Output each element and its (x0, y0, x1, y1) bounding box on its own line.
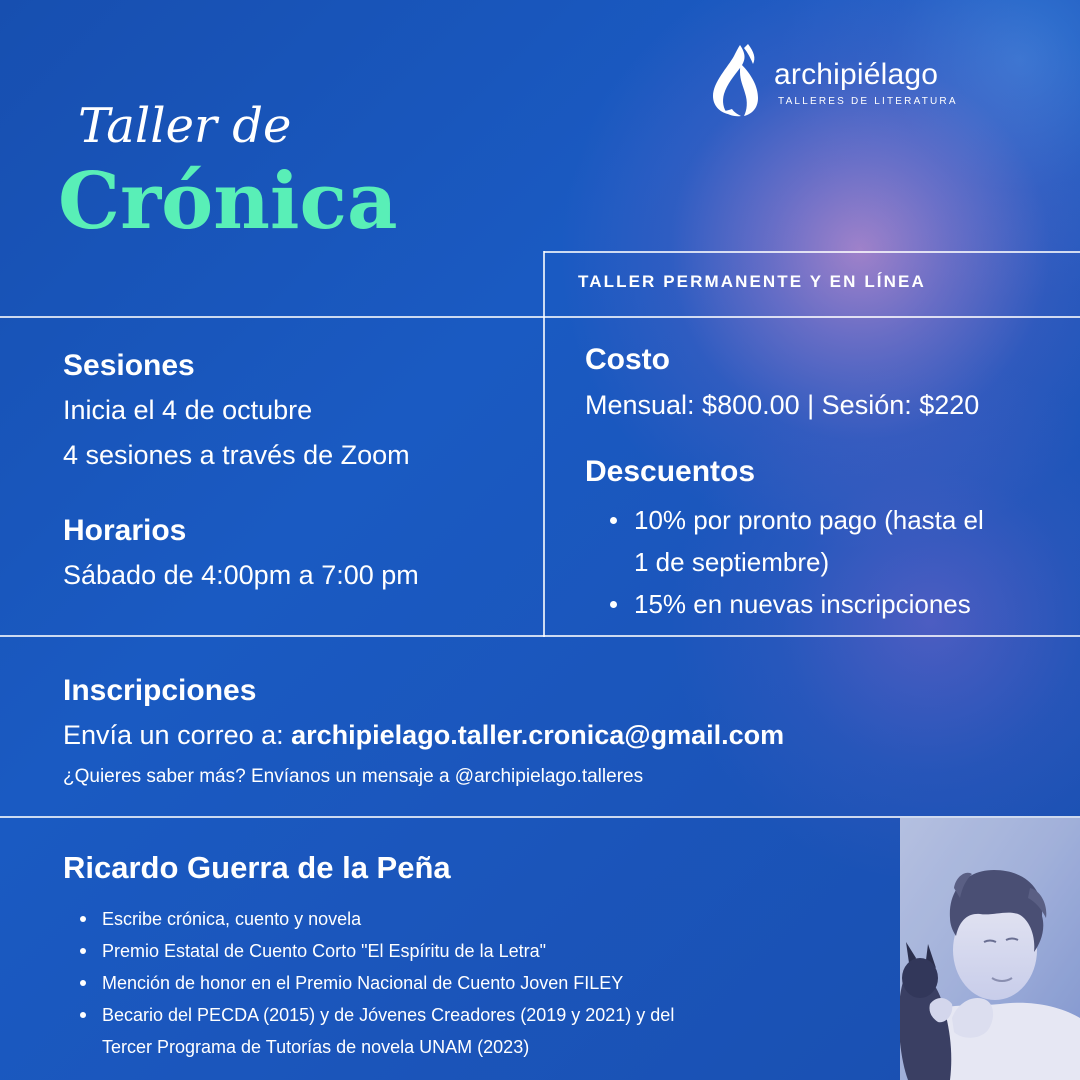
descuento-text: 10% por pronto pago (hasta el (634, 505, 984, 535)
bullet-dot-icon (610, 601, 617, 608)
divider-top-right (544, 251, 1080, 253)
brand-logo (710, 38, 970, 124)
sesiones-heading: Sesiones (63, 349, 195, 382)
portrait-image (900, 818, 1080, 1080)
bullet-dot-icon (80, 980, 86, 986)
sesiones-line-1: Inicia el 4 de octubre (63, 395, 313, 425)
inscripciones-email-line (63, 719, 784, 751)
descuento-text: 1 de septiembre) (634, 547, 830, 577)
list-item (80, 967, 810, 999)
divider-vertical (543, 251, 545, 637)
bio-text: Escribe crónica, cuento y novela (102, 909, 362, 929)
bio-text: Mención de honor en el Premio Nacional de Cuento Joven FILEY (102, 973, 624, 993)
list-item (610, 583, 1060, 625)
bio-text: Tercer Programa de Tutorías de novela UNAM (2023) (102, 1037, 530, 1057)
list-item (80, 1031, 810, 1063)
title-main: Crónica (58, 156, 398, 247)
costo-heading: Costo (585, 343, 670, 376)
bullet-dot-icon (80, 948, 86, 954)
bullet-dot-icon (80, 1012, 86, 1018)
email-link[interactable]: archipielago.taller.cronica@gmail.com (291, 720, 785, 750)
bio-text: Premio Estatal de Cuento Corto "El Espíritu de la Letra" (102, 941, 546, 961)
horarios-heading: Horarios (63, 514, 187, 547)
list-item (610, 541, 1060, 583)
teacher-portrait (900, 818, 1080, 1080)
list-item (80, 935, 810, 967)
title-prefix: Taller de (78, 98, 292, 154)
brand-name: archipiélago (774, 58, 939, 91)
list-item (80, 903, 810, 935)
teacher-bio-list (80, 903, 810, 1063)
bio-text: Becario del PECDA (2015) y de Jóvenes Creadores (2019 y 2021) y del (102, 1005, 675, 1025)
bullet-dot-icon (610, 517, 617, 524)
sesiones-line-2: 4 sesiones a través de Zoom (63, 440, 410, 470)
descuento-text: 15% en nuevas inscripciones (634, 589, 971, 619)
workshop-subtitle: TALLER PERMANENTE Y EN LÍNEA (578, 272, 926, 291)
list-item (80, 999, 810, 1031)
divider-upper (0, 316, 1080, 318)
inscripciones-heading: Inscripciones (63, 674, 257, 707)
descuentos-list (610, 499, 1060, 625)
brand-tagline: TALLERES DE LITERATURA (778, 96, 958, 107)
divider-middle (0, 635, 1080, 637)
horarios-line: Sábado de 4:00pm a 7:00 pm (63, 560, 419, 590)
teacher-name: Ricardo Guerra de la Peña (63, 850, 451, 885)
email-prefix: Envía un correo a: (63, 720, 292, 750)
list-item (610, 499, 1060, 541)
costo-line: Mensual: $800.00 | Sesión: $220 (585, 390, 980, 420)
bullet-dot-icon (80, 916, 86, 922)
descuentos-heading: Descuentos (585, 455, 756, 488)
inscripciones-more: ¿Quieres saber más? Envíanos un mensaje a @archipielago.talleres (63, 766, 644, 787)
wave-hand-logo-icon (710, 42, 768, 118)
